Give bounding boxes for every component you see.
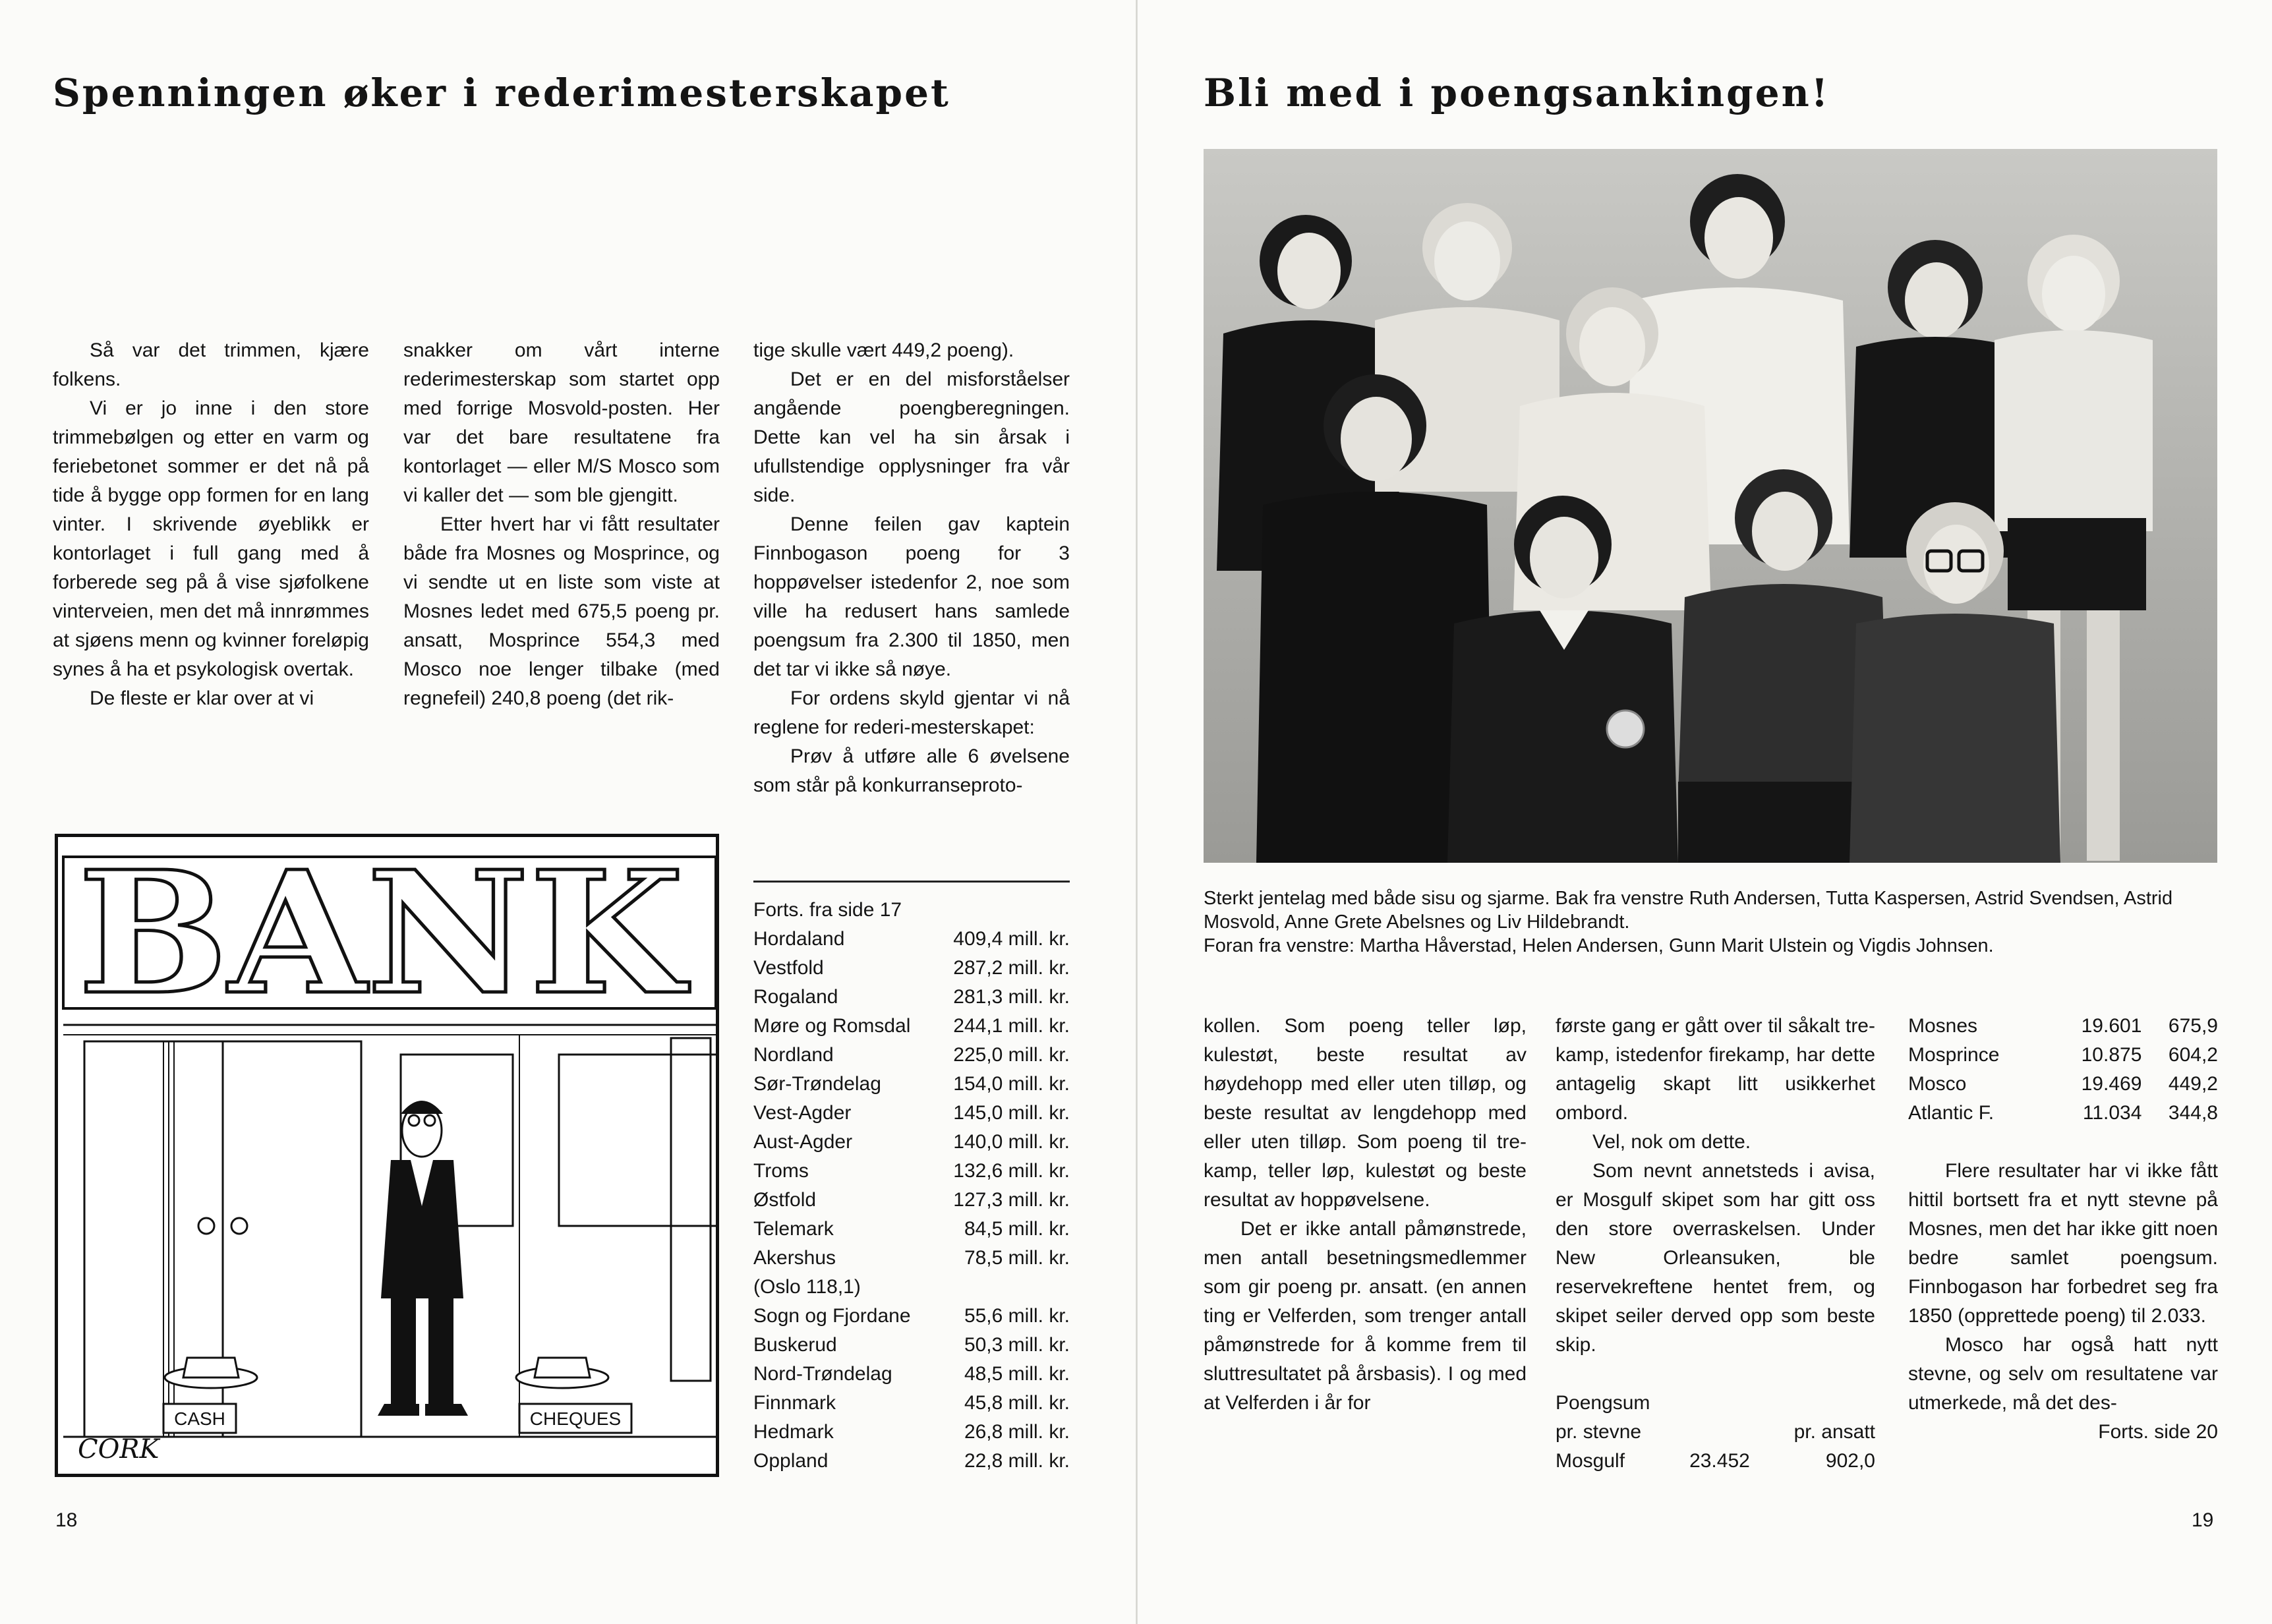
county-name: Finnmark (753, 1392, 836, 1414)
table-row (1908, 1041, 2218, 1070)
table-row (753, 1157, 1070, 1186)
county-name: Hedmark (753, 1421, 834, 1443)
left-column-1 (53, 336, 369, 713)
paragraph: tige skulle vært 449,2 poeng). (753, 339, 1014, 361)
paragraph: Det er en del misforståelser angående poengberegningen. Dette kan vel ha sin årsak i ufullstendige opplysninger fra vår side. (753, 368, 1070, 506)
table-row (753, 1186, 1070, 1215)
table-row (753, 954, 1070, 983)
paragraph: Vel, nok om dette. (1592, 1131, 1751, 1153)
county-value: 154,0 mill. kr. (953, 1073, 1070, 1095)
left-column-2 (403, 336, 720, 713)
paragraph: De fleste er klar over at vi (90, 687, 314, 709)
photo-caption (1204, 886, 2219, 958)
continued-note: Forts. side 20 (2098, 1421, 2218, 1443)
left-page-number: 18 (55, 1509, 78, 1531)
paragraph: Vi er jo inne i den store trimmebølgen og etter en varm og feriebetonet sommer er det nå på tide å bygge opp formen for en lang vinter. I skrivende øyeblikk er kontorlaget i full gang med å forberede seg på å vise sjøfolkene vinterveien, men det må innrømmes at sjøens menn og kvinner foreløpig synes å ha et psykologisk overtak. (53, 397, 369, 680)
ship-points-per-employee: 344,8 (2168, 1102, 2218, 1124)
ship-points-per-event: 19.601 (2081, 1015, 2142, 1037)
score-header-per-employee: pr. ansatt (1793, 1421, 1875, 1443)
page-fold (1136, 0, 1138, 1624)
county-name: Buskerud (753, 1334, 837, 1356)
right-column-3 (1908, 1012, 2218, 1447)
caption-line-back-row: Sterkt jentelag med både sisu og sjarme. Bak fra venstre Ruth Andersen, Tutta Kaspersen, Astrid Svendsen, Astrid Mosvold, Anne Grete Abelsnes og Liv Hildebrandt. (1204, 888, 2173, 933)
ship-name: Mosnes (1908, 1015, 1978, 1037)
county-value: 132,6 mill. kr. (953, 1160, 1070, 1182)
cartoon-drawing (58, 837, 716, 1474)
paragraph: Denne feilen gav kaptein Finnbogason poeng for 3 hoppøvelser istedenfor 2, noe som ville ha redusert hans samlede poengsum fra 2.300 til 1850, men det tar vi ikke så nøye. (753, 513, 1070, 680)
right-column-2 (1556, 1012, 1875, 1476)
ship-name: Atlantic F. (1908, 1102, 1995, 1124)
county-name: Sør-Trøndelag (753, 1073, 881, 1095)
right-page-number: 19 (2192, 1509, 2214, 1531)
county-value: 22,8 mill. kr. (964, 1450, 1070, 1472)
paragraph: Prøv å utføre alle 6 øvelsene som står på konkurranseproto- (753, 745, 1070, 796)
county-figures (753, 881, 1070, 1476)
table-row (753, 1244, 1070, 1273)
ship-name: Mosprince (1908, 1044, 2000, 1066)
score-header-per-event: pr. stevne (1556, 1421, 1642, 1443)
right-column-1 (1204, 1012, 1527, 1418)
county-name: Vest-Agder (753, 1102, 852, 1124)
county-name: Østfold (753, 1189, 817, 1211)
table-row (753, 1215, 1070, 1244)
county-name: Telemark (753, 1218, 834, 1240)
table-row (753, 1070, 1070, 1099)
table-row (753, 925, 1070, 954)
county-name: Oppland (753, 1450, 829, 1472)
county-value: 225,0 mill. kr. (953, 1044, 1070, 1066)
county-name: Vestfold (753, 957, 824, 979)
table-row (753, 1128, 1070, 1157)
table-row (1908, 1099, 2218, 1128)
left-column-3 (753, 336, 1070, 800)
paragraph: Flere resultater har vi ikke fått hittil bortsett fra et nytt stevne på Mosnes, men det har ikke gitt noen bedre samlet poengsum. Finnbogason har forbedret seg fra 1850 (opprettede poeng) til 2.033. (1908, 1160, 2218, 1327)
county-value (935, 1273, 1070, 1302)
ship-points-per-event: 19.469 (2081, 1073, 2142, 1095)
paragraph: Etter hvert har vi fått resultater både fra Mosnes og Mosprince, og vi sendte ut en liste som viste at Mosnes ledet med 675,5 poeng pr. ansatt, Mosprince 554,3 med Mosco noe lenger tilbake (med regnefeil) 240,8 poeng (det rik- (403, 513, 720, 709)
county-value: 50,3 mill. kr. (964, 1334, 1070, 1356)
ship-name: Mosgulf (1556, 1450, 1625, 1472)
county-value: 45,8 mill. kr. (964, 1392, 1070, 1414)
county-value: 287,2 mill. kr. (953, 957, 1070, 979)
county-value: 48,5 mill. kr. (964, 1363, 1070, 1385)
ship-points-per-employee: 675,9 (2168, 1015, 2218, 1037)
table-row (1556, 1447, 1875, 1476)
ship-name: Mosco (1908, 1073, 1967, 1095)
county-value: 26,8 mill. kr. (964, 1421, 1070, 1443)
county-name: Rogaland (753, 986, 838, 1008)
table-row (753, 1012, 1070, 1041)
county-name: (Oslo 118,1) (753, 1276, 861, 1298)
ship-points-per-event: 23.452 (1689, 1450, 1750, 1472)
table-row (753, 1331, 1070, 1360)
table-row (753, 983, 1070, 1012)
cartoonist-signature: CORK (78, 1434, 160, 1464)
table-row (1908, 1012, 2218, 1041)
county-name: Nord-Trøndelag (753, 1363, 892, 1385)
county-table (753, 925, 1070, 1476)
left-headline: Spenningen øker i rederimesterskapet (53, 71, 950, 115)
cheques-label: CHEQUES (529, 1408, 622, 1429)
paragraph: kollen. Som poeng teller løp, kulestøt, beste resultat av høydehopp med eller uten tilløp, og beste resultat av lengdehopp med eller uten tilløp. Som poeng til tre-kamp, teller løp, kulestøt og beste resultat av hoppøvelsene. (1204, 1015, 1527, 1211)
county-name: Aust-Agder (753, 1131, 853, 1153)
caption-line-front-row: Foran fra venstre: Martha Håverstad, Helen Andersen, Gunn Marit Ulstein og Vigdis Johnsen. (1204, 935, 1994, 956)
bank-cartoon (55, 834, 719, 1477)
county-value: 78,5 mill. kr. (964, 1247, 1070, 1269)
ship-points-per-event: 11.034 (2082, 1102, 2142, 1124)
team-photo (1204, 149, 2217, 863)
score-header-label: Poengsum (1556, 1392, 1650, 1414)
score-table-header (1556, 1389, 1875, 1476)
paragraph: Mosco har også hatt nytt stevne, og selv om resultatene var utmerkede, må det des- (1908, 1334, 2218, 1414)
paragraph: snakker om vårt interne rederimesterskap som startet opp med forrige Mosvold-posten. Her var det bare resultatene fra kontorlaget — eller M/S Mosco som vi kaller det — som ble gjengitt. (403, 339, 720, 506)
team-photo-illustration (1204, 149, 2217, 863)
continued-heading: Forts. fra side 17 (753, 899, 902, 921)
county-value: 55,6 mill. kr. (964, 1305, 1070, 1327)
paragraph: Det er ikke antall påmønstrede, men antall besetningsmedlemmer som gir poeng pr. ansatt. (en annen ting er Velferden, som trenger antall påmønstrede for å komme frem til sluttresultatet på årsbasis). I og med at Velferden i år for (1204, 1218, 1527, 1414)
ship-points-per-event: 10.875 (2081, 1044, 2142, 1066)
table-row (753, 1418, 1070, 1447)
table-row (1908, 1070, 2218, 1099)
ship-points-per-employee: 604,2 (2168, 1044, 2218, 1066)
paragraph: Så var det trimmen, kjære folkens. (53, 339, 369, 390)
county-value: 281,3 mill. kr. (953, 986, 1070, 1008)
county-value: 140,0 mill. kr. (953, 1131, 1070, 1153)
cash-label: CASH (174, 1408, 225, 1429)
paragraph: Som nevnt annetsteds i avisa, er Mosgulf skipet som har gitt oss den store overraskelsen. Under New Orleansuken, ble reservekreftene hentet frem, og skipet seiler derved opp som beste skip. (1556, 1160, 1875, 1356)
county-name: Akershus (753, 1247, 836, 1269)
score-table (1908, 1012, 2218, 1128)
county-name: Troms (753, 1160, 809, 1182)
table-row (753, 1302, 1070, 1331)
table-row (753, 1273, 1070, 1302)
county-name: Møre og Romsdal (753, 1015, 911, 1037)
table-row (753, 1360, 1070, 1389)
right-headline: Bli med i poengsankingen! (1204, 71, 1830, 115)
county-name: Sogn og Fjordane (753, 1305, 911, 1327)
ship-points-per-employee: 449,2 (2168, 1073, 2218, 1095)
county-value: 145,0 mill. kr. (953, 1102, 1070, 1124)
table-row (753, 1041, 1070, 1070)
county-value: 244,1 mill. kr. (953, 1015, 1070, 1037)
table-row (753, 1389, 1070, 1418)
county-value: 409,4 mill. kr. (953, 928, 1070, 950)
table-row (753, 1099, 1070, 1128)
county-value: 84,5 mill. kr. (964, 1218, 1070, 1240)
county-name: Nordland (753, 1044, 834, 1066)
paragraph: For ordens skyld gjentar vi nå reglene for rederi-mesterskapet: (753, 687, 1070, 738)
bank-sign-text: BANK (78, 837, 690, 1032)
table-row (753, 1447, 1070, 1476)
paragraph: første gang er gått over til såkalt tre-kamp, istedenfor firekamp, har dette antagelig skapt litt usikkerhet ombord. (1556, 1015, 1875, 1124)
county-value: 127,3 mill. kr. (953, 1189, 1070, 1211)
ship-points-per-employee: 902,0 (1825, 1450, 1875, 1472)
county-name: Hordaland (753, 928, 845, 950)
